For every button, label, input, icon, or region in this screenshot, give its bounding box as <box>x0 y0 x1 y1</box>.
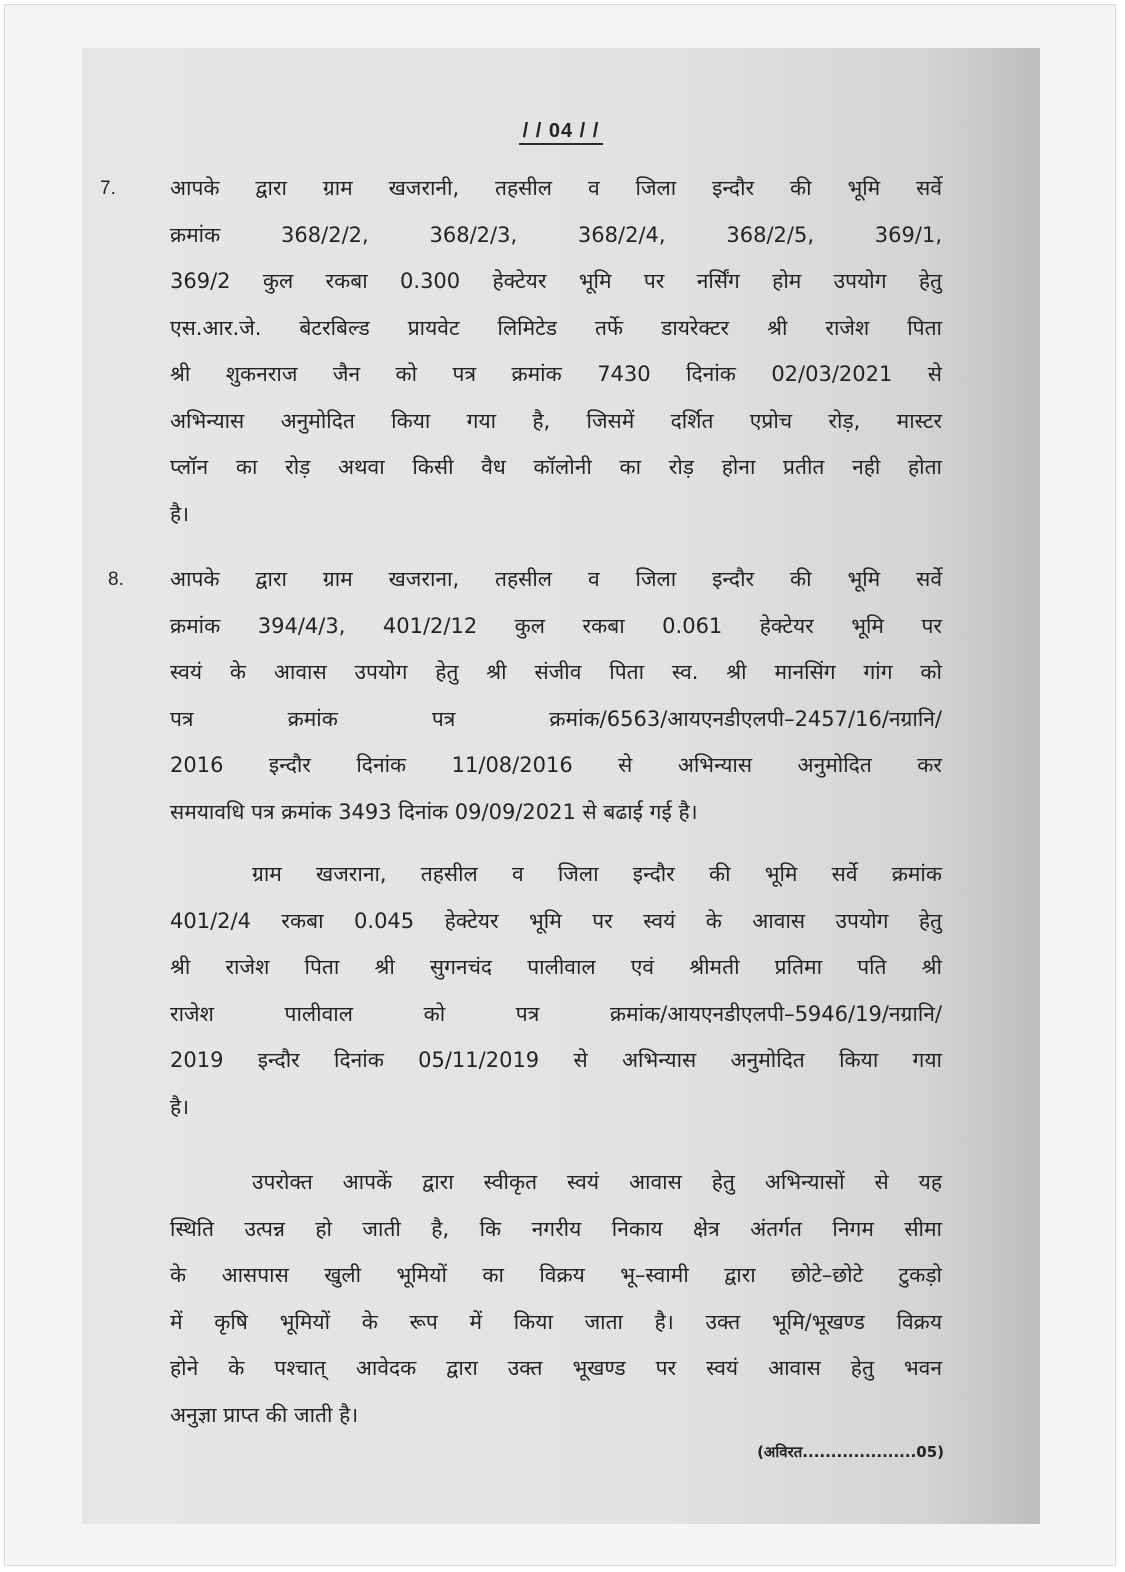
paragraph-line: ग्राम खजराना, तहसील व जिला इन्दौर की भूमि सर्वे क्रमांक <box>252 862 942 886</box>
paragraph-line: श्री राजेश पिता श्री सुगनचंद पालीवाल एवं श्रीमती प्रतिमा पति श्री <box>170 955 942 979</box>
item-number-8: 8. <box>108 569 124 590</box>
paragraph-line: पत्र क्रमांक पत्र क्रमांक/6563/आयएनडीएलपी–2457/16/नग्रानि/ <box>170 706 942 731</box>
page-number: / / 04 / / <box>82 120 1040 143</box>
paragraph-line: है। <box>170 501 190 526</box>
paragraph-line: क्रमांक 368/2/2, 368/2/3, 368/2/4, 368/2/5, 369/1, <box>170 222 942 247</box>
paragraph-line: में कृषि भूमियों के रूप में किया जाता है। उक्त भूमि/भूखण्ड विक्रय <box>170 1309 942 1334</box>
paragraph-line: श्री शुकनराज जैन को पत्र क्रमांक 7430 दिनांक 02/03/2021 से <box>170 362 942 386</box>
khajrana-paragraph <box>170 851 942 1130</box>
paragraph-line: आपके द्वारा ग्राम खजराना, तहसील व जिला इन्दौर की भूमि सर्वे <box>170 567 942 591</box>
paragraph-line: उपरोक्त आपकें द्वारा स्वीकृत स्वयं आवास हेतु अभिन्यासों से यह <box>252 1170 942 1194</box>
paragraph-line: 401/2/4 रकबा 0.045 हेक्टेयर भूमि पर स्वयं के आवास उपयोग हेतु <box>170 908 942 933</box>
item-number-7: 7. <box>100 178 116 199</box>
paragraph-line: है। <box>170 1094 190 1119</box>
continuation-note: (अविरत....................05) <box>757 1443 944 1461</box>
summary-paragraph <box>170 1159 942 1438</box>
paragraph-line: अभिन्यास अनुमोदित किया गया है, जिसमें दर्शित एप्रोच रोड़, मास्टर <box>170 408 942 433</box>
paragraph-line: होने के पश्चात् आवेदक द्वारा उक्त भूखण्ड पर स्वयं आवास हेतु भवन <box>170 1356 942 1380</box>
paragraph-line: समयावधि पत्र क्रमांक 3493 दिनांक 09/09/2021 से बढाई गई है। <box>170 799 698 824</box>
paragraph-line: प्लॉन का रोड़ अथवा किसी वैध कॉलोनी का रोड़ होना प्रतीत नही होता <box>170 455 942 479</box>
paragraph-line: क्रमांक 394/4/3, 401/2/12 कुल रकबा 0.061 हेक्टेयर भूमि पर <box>170 613 942 638</box>
paragraph-line: 2016 इन्दौर दिनांक 11/08/2016 से अभिन्यास अनुमोदित कर <box>170 753 942 777</box>
document-page <box>82 48 1040 1524</box>
paragraph-line: अनुज्ञा प्राप्त की जाती है। <box>170 1402 359 1427</box>
paragraph-line: आपके द्वारा ग्राम खजरानी, तहसील व जिला इन्दौर की भूमि सर्वे <box>170 176 942 200</box>
paragraph-line: स्वयं के आवास उपयोग हेतु श्री संजीव पिता स्व. श्री मानसिंग गांग को <box>170 660 942 684</box>
item-8-paragraph <box>170 556 942 835</box>
paragraph-line: के आसपास खुली भूमियों का विक्रय भू–स्वामी द्वारा छोटे–छोटे टुकड़ो <box>170 1263 942 1287</box>
paragraph-line: एस.आर.जे. बेटरबिल्ड प्रायवेट लिमिटेड तर्फे डायरेक्टर श्री राजेश पिता <box>170 315 942 340</box>
paragraph-line: राजेश पालीवाल को पत्र क्रमांक/आयएनडीएलपी–5946/19/नग्रानि/ <box>170 1001 942 1026</box>
item-7-paragraph <box>170 165 942 537</box>
paragraph-line: 369/2 कुल रकबा 0.300 हेक्टेयर भूमि पर नर्सिंग होम उपयोग हेतु <box>170 269 942 293</box>
paragraph-line: स्थिति उत्पन्न हो जाती है, कि नगरीय निकाय क्षेत्र अंतर्गत निगम सीमा <box>170 1216 942 1241</box>
paragraph-line: 2019 इन्दौर दिनांक 05/11/2019 से अभिन्यास अनुमोदित किया गया <box>170 1048 942 1072</box>
